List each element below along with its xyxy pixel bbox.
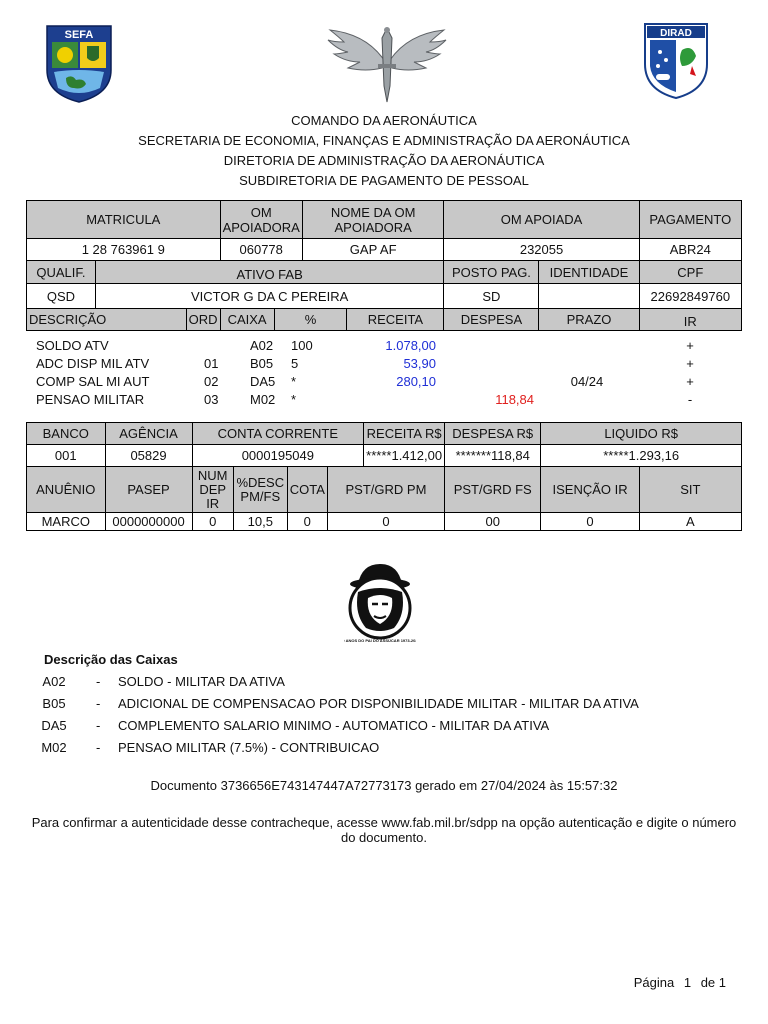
header-anuenio: ANUÊNIO: [27, 467, 106, 513]
header-conta-corrente: CONTA CORRENTE: [192, 423, 364, 445]
header-cpf: CPF: [639, 261, 741, 284]
value-receita-rs: *****1.412,00: [364, 445, 445, 467]
identification-table: [26, 200, 742, 331]
item-descricao: SOLDO ATV: [36, 338, 109, 353]
list-item: [26, 355, 742, 373]
legend-item: [0, 738, 768, 758]
legend-code: DA5: [41, 718, 67, 733]
legend-text: ADICIONAL DE COMPENSACAO POR DISPONIBILIDADE MILITAR - MILITAR DA ATIVA: [118, 696, 639, 711]
value-nome: VICTOR G DA C PEREIRA: [95, 284, 444, 309]
value-pagamento: ABR24: [639, 239, 741, 261]
value-pst-grd-fs: 00: [445, 513, 541, 531]
value-qualif: QSD: [27, 284, 96, 309]
legend-code: A02: [42, 674, 66, 689]
value-agencia: 05829: [105, 445, 192, 467]
header-cota: COTA: [287, 467, 327, 513]
header-line-comando: COMANDO DA AERONÁUTICA: [291, 113, 477, 128]
item-caixa: M02: [250, 392, 276, 407]
header-prazo: PRAZO: [539, 309, 639, 331]
sefa-logo-text: SEFA: [64, 29, 94, 41]
item-descricao: COMP SAL MI AUT: [36, 374, 150, 389]
legend-dash: -: [96, 718, 101, 733]
header-line-secretaria: SECRETARIA DE ECONOMIA, FINANÇAS E ADMINISTRAÇÃO DA AERONÁUTICA: [138, 133, 630, 148]
item-receita: 280,10: [396, 374, 436, 389]
legend-dash: -: [96, 674, 101, 689]
item-caixa: DA5: [250, 374, 276, 389]
legend-code: M02: [41, 740, 67, 755]
header-matricula: MATRICULA: [27, 201, 221, 239]
item-pct: 100: [291, 338, 313, 353]
item-descricao: PENSAO MILITAR: [36, 392, 145, 407]
header-despesa-rs: DESPESA R$: [445, 423, 541, 445]
value-pst-grd-pm: 0: [327, 513, 444, 531]
header-ord: ORD: [186, 309, 220, 331]
item-descricao: ADC DISP MIL ATV: [36, 356, 150, 371]
value-num-dep-ir: 0: [192, 513, 233, 531]
list-item: [26, 337, 742, 355]
legend-text: PENSAO MILITAR (7.5%) - CONTRIBUICAO: [118, 740, 380, 755]
list-item: [26, 373, 742, 391]
header-receita-rs: RECEITA R$: [364, 423, 445, 445]
header-caixa: CAIXA: [220, 309, 274, 331]
header-pst-grd-fs: PST/GRD FS: [445, 467, 541, 513]
value-om-apoiada: 232055: [444, 239, 639, 261]
legend-dash: -: [96, 696, 101, 711]
item-receita: 1.078,00: [385, 338, 436, 353]
header-pagamento: PAGAMENTO: [639, 201, 741, 239]
item-despesa: 118,84: [495, 392, 534, 407]
dirad-logo: [642, 22, 710, 100]
commemorative-seal: [344, 562, 416, 650]
header-line-subdiretoria: SUBDIRETORIA DE PAGAMENTO DE PESSOAL: [239, 173, 529, 188]
item-caixa: A02: [250, 338, 274, 353]
legend-dash: -: [96, 740, 101, 755]
bank-table: [26, 422, 742, 531]
header-banco: BANCO: [27, 423, 106, 445]
page-label: Página: [633, 975, 675, 990]
legend-text: SOLDO - MILITAR DA ATIVA: [118, 674, 285, 689]
legend-title: Descrição das Caixas: [44, 652, 178, 667]
page-number: [628, 975, 726, 990]
header-pasep: PASEP: [105, 467, 192, 513]
sefa-logo: [44, 24, 114, 104]
document-id-line: Documento 3736656E743147447A72773173 gerado em 27/04/2024 às 15:57:32: [150, 778, 618, 793]
item-receita: 53,90: [403, 356, 436, 371]
item-caixa: B05: [250, 356, 274, 371]
item-ir: +: [686, 374, 694, 389]
value-anuenio: MARCO: [27, 513, 106, 531]
air-force-wings-emblem: [326, 24, 448, 108]
item-prazo: 04/24: [570, 374, 604, 389]
legend-item: [0, 694, 768, 714]
header-agencia: AGÊNCIA: [105, 423, 192, 445]
item-ir: +: [686, 356, 694, 371]
header-qualif: QUALIF.: [27, 261, 96, 284]
legend-code: B05: [42, 696, 66, 711]
value-pasep: 0000000000: [105, 513, 192, 531]
page-current: 1: [683, 975, 692, 990]
header-liquido-rs: LIQUIDO R$: [541, 423, 742, 445]
header-desc-pm-fs: %DESC PM/FS: [233, 467, 287, 513]
seal-text: 50 ANOS DO PAI DO ASSÚCAR 1973-2023: [344, 638, 416, 643]
header-posto-pag: POSTO PAG.: [444, 261, 539, 284]
value-sit: A: [639, 513, 741, 531]
item-ord: 01: [204, 356, 219, 371]
document-header: [0, 111, 768, 191]
value-cota: 0: [287, 513, 327, 531]
header-despesa: DESPESA: [444, 309, 539, 331]
header-pct: %: [274, 309, 347, 331]
legend-text: COMPLEMENTO SALARIO MINIMO - AUTOMATICO - MILITAR DA ATIVA: [118, 718, 550, 733]
header-identidade: IDENTIDADE: [539, 261, 639, 284]
item-pct: *: [291, 392, 297, 407]
header-pst-grd-pm: PST/GRD PM: [327, 467, 444, 513]
value-banco: 001: [27, 445, 106, 467]
header-isencao-ir: ISENÇÃO IR: [541, 467, 639, 513]
header-receita: RECEITA: [347, 309, 444, 331]
page-total: de 1: [700, 975, 726, 990]
header-om-apoiadora: OM APOIADORA: [220, 201, 302, 239]
value-matricula: 1 28 763961 9: [27, 239, 221, 261]
value-despesa-rs: *******118,84: [445, 445, 541, 467]
legend-item: [0, 672, 768, 692]
header-nome-om: NOME DA OM APOIADORA: [302, 201, 444, 239]
value-identidade: [539, 284, 639, 309]
item-ord: 02: [204, 374, 219, 389]
value-isencao-ir: 0: [541, 513, 639, 531]
dirad-logo-text: DIRAD: [660, 28, 692, 39]
item-pct: 5: [291, 356, 299, 371]
value-om-apoiadora: 060778: [220, 239, 302, 261]
header-ativo-fab: ATIVO FAB: [95, 261, 444, 284]
value-desc-pm-fs: 10,5: [233, 513, 287, 531]
authenticity-note: Para confirmar a autenticidade desse contracheque, acesse www.fab.mil.br/sdpp na opção autenticação e digite o número do documento.: [31, 815, 737, 845]
value-conta-corrente: 0000195049: [192, 445, 364, 467]
item-ord: 03: [204, 392, 219, 407]
value-posto: SD: [444, 284, 539, 309]
list-item: [26, 391, 742, 409]
header-num-dep-ir: NUM DEP IR: [192, 467, 233, 513]
payment-items: [26, 337, 742, 409]
value-nome-om: GAP AF: [302, 239, 444, 261]
value-cpf: 22692849760: [639, 284, 741, 309]
header-sit: SIT: [639, 467, 741, 513]
item-ir: -: [687, 392, 693, 407]
item-ir: +: [686, 338, 694, 353]
legend-item: [0, 716, 768, 736]
header-om-apoiada: OM APOIADA: [444, 201, 639, 239]
item-pct: *: [291, 374, 297, 389]
value-liquido-rs: *****1.293,16: [541, 445, 742, 467]
header-descricao: DESCRIÇÃO: [27, 309, 187, 331]
header-ir: IR: [639, 309, 741, 331]
header-line-diretoria: DIRETORIA DE ADMINISTRAÇÃO DA AERONÁUTICA: [223, 153, 545, 168]
